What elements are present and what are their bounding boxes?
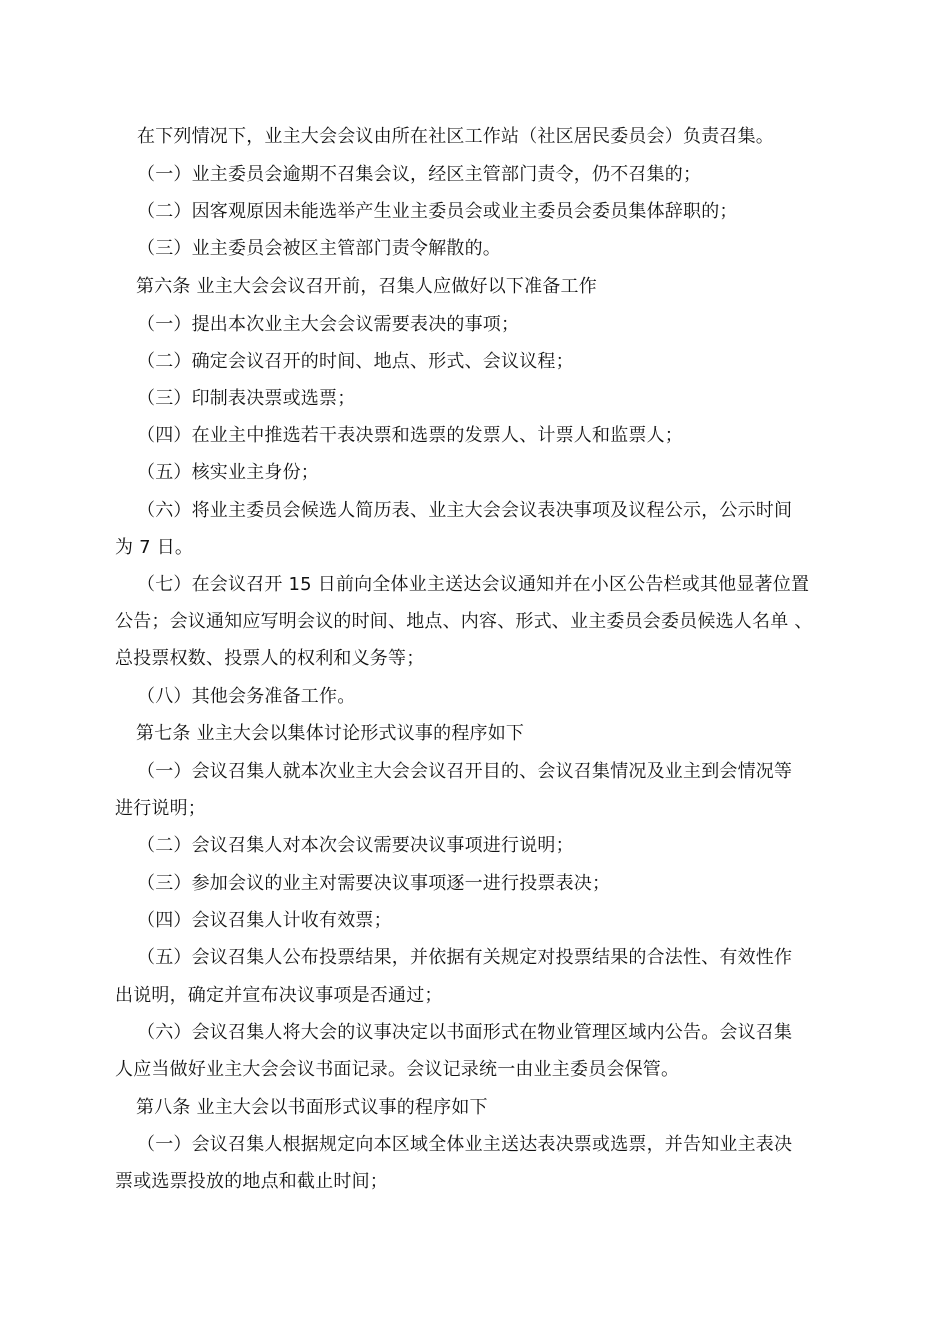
list-item-3: （三）印制表决票或选票； [137, 388, 356, 409]
list-item-1-continued: 进行说明； [115, 798, 206, 819]
list-item-1: （一）会议召集人就本次业主大会会议召开目的、会议召集情况及业主到会情况等 [137, 761, 793, 782]
list-item-8: （八）其他会务准备工作。 [137, 686, 356, 707]
list-item-1: （一）提出本次业主大会会议需要表决的事项； [137, 314, 520, 335]
article-6-heading: 第六条 业主大会会议召开前，召集人应做好以下准备工作 [136, 276, 597, 297]
list-item-5: （五）会议召集人公布投票结果，并依据有关规定对投票结果的合法性、有效性作 [137, 947, 793, 968]
list-item-1: （一）业主委员会逾期不召集会议，经区主管部门责令，仍不召集的； [137, 164, 702, 185]
list-item-6: （六）会议召集人将大会的议事决定以书面形式在物业管理区域内公告。会议召集 [137, 1022, 793, 1043]
list-item-3: （三）参加会议的业主对需要决议事项逐一进行投票表决； [137, 873, 611, 894]
list-item-3: （三）业主委员会被区主管部门责令解散的。 [137, 238, 501, 259]
list-item-7-continued: 总投票权数、投票人的权利和义务等； [115, 648, 425, 669]
list-item-6-continued: 人应当做好业主大会会议书面记录。会议记录统一由业主委员会保管。 [115, 1059, 680, 1080]
list-item-2: （二）因客观原因未能选举产生业主委员会或业主委员会委员集体辞职的； [137, 201, 738, 222]
list-item-6-continued: 为 7 日。 [115, 537, 194, 558]
list-item-6: （六）将业主委员会候选人简历表、业主大会会议表决事项及议程公示，公示时间 [137, 500, 793, 521]
article-8-heading: 第八条 业主大会以书面形式议事的程序如下 [136, 1097, 488, 1118]
list-item-5-continued: 出说明，确定并宣布决议事项是否通过； [115, 985, 443, 1006]
list-item-1: （一）会议召集人根据规定向本区域全体业主送达表决票或选票，并告知业主表决 [137, 1134, 793, 1155]
list-item-5: （五）核实业主身份； [137, 462, 319, 483]
paragraph-convening-conditions: 在下列情况下，业主大会会议由所在社区工作站（社区居民委员会）负责召集。 [137, 126, 774, 147]
list-item-1-continued: 票或选票投放的地点和截止时间； [115, 1171, 388, 1192]
list-item-2: （二）确定会议召开的时间、地点、形式、会议议程； [137, 351, 574, 372]
list-item-4: （四）在业主中推选若干表决票和选票的发票人、计票人和监票人； [137, 425, 683, 446]
list-item-4: （四）会议召集人计收有效票； [137, 910, 392, 931]
list-item-7-continued: 公告；会议通知应写明会议的时间、地点、内容、形式、业主委员会委员候选人名单 、 [115, 611, 813, 632]
list-item-2: （二）会议召集人对本次会议需要决议事项进行说明； [137, 835, 574, 856]
article-7-heading: 第七条 业主大会以集体讨论形式议事的程序如下 [136, 723, 525, 744]
list-item-7: （七）在会议召开 15 日前向全体业主送达会议通知并在小区公告栏或其他显著位置 [137, 574, 810, 595]
